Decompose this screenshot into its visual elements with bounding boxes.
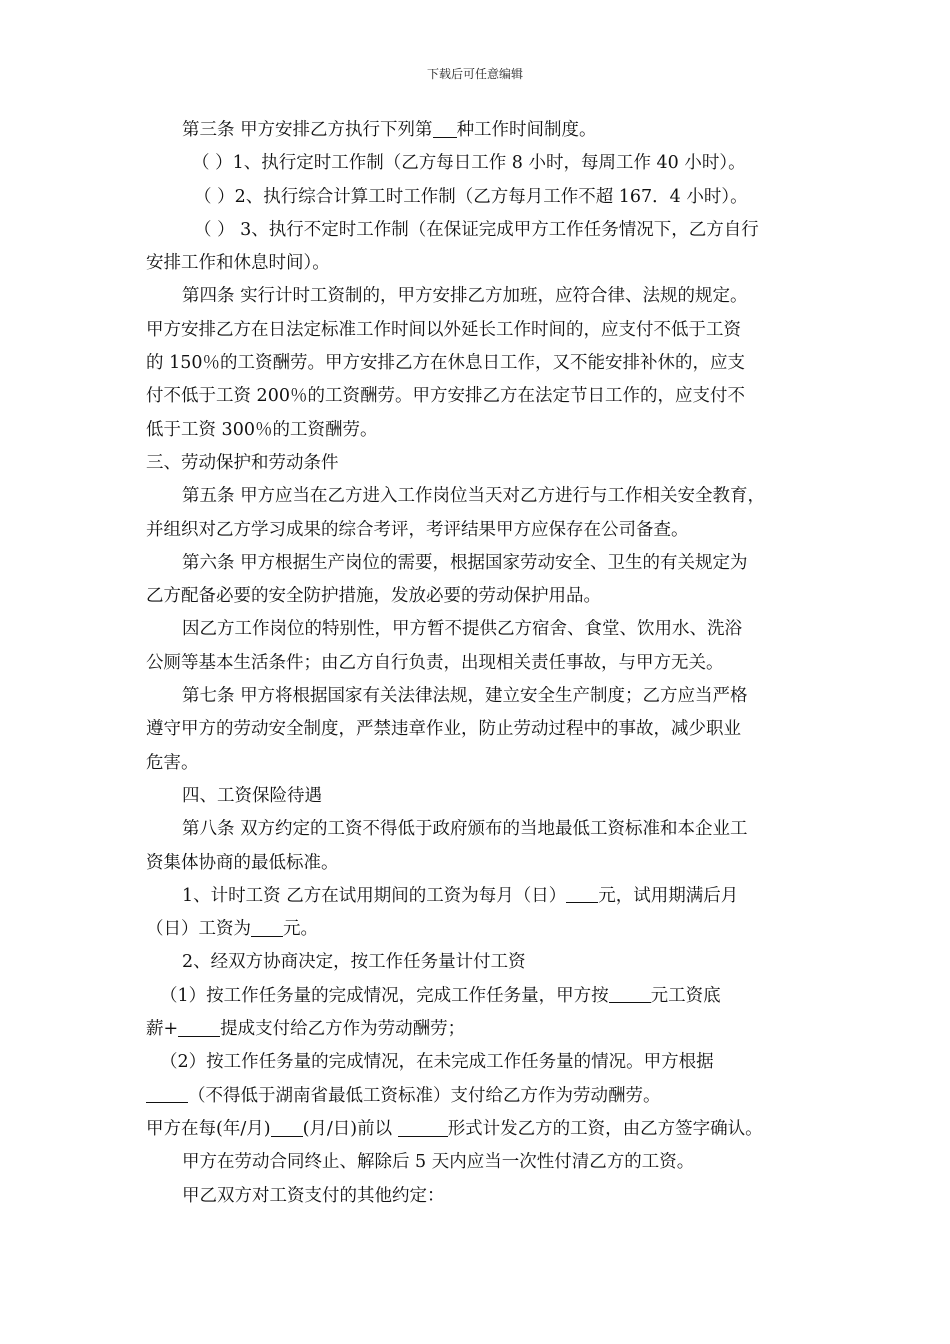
final-payment-line: 甲方在劳动合同终止、解除后 5 天内应当一次性付清乙方的工资。 [182,1152,695,1173]
article-4-cont: 低于工资 300％的工资酬劳。 [146,419,378,440]
text-span: 元。 [283,919,318,940]
text-span: （1）按工作任务量的完成情况，完成工作任务量，甲方按 [160,985,609,1006]
article-7-cont: 遵守甲方的劳动安全制度，严禁违章作业，防止劳动过程中的事故，减少职业 [146,719,741,740]
article-5-line: 第五条 甲方应当在乙方进入工作岗位当天对乙方进行与工作相关安全教育， [182,486,766,507]
text-span: 种工作时间制度。 [456,120,597,140]
text-span: 元，试用期满后月 [598,885,739,906]
option-3-line: （ ） 3、执行不定时工作制（在保证完成甲方工作任务情况下，乙方自行 [194,219,759,240]
blank-field [271,1118,303,1137]
blank-field [566,885,598,904]
piece-wage-2-cont [146,1080,814,1113]
article-6-line: 第六条 甲方根据生产岗位的需要，根据国家劳动安全、卫生的有关规定为 [182,552,748,573]
text-span: 1、计时工资 乙方在试用期间的工资为每月（日） [182,885,567,906]
text-span: （不得低于湖南省最低工资标准）支付给乙方作为劳动酬劳。 [188,1085,661,1106]
option-2-line: （ ）2、执行综合计算工时工作制（乙方每月工作不超 167．4 小时）。 [194,186,748,207]
section-3-heading: 三、劳动保护和劳动条件 [146,452,339,473]
paragraph-line: 因乙方工作岗位的特别性，甲方暂不提供乙方宿舍、食堂、饮用水、洗浴 [182,619,742,640]
piece-wage-2-line: （2）按工作任务量的完成情况，在未完成工作任务量的情况。甲方根据 [160,1052,714,1073]
article-6-cont: 乙方配备必要的安全防护措施，发放必要的劳动保护用品。 [146,586,601,607]
other-agreements-line: 甲乙双方对工资支付的其他约定： [182,1185,445,1206]
section-4-heading: 四、工资保险待遇 [182,785,322,806]
text-span: 薪+ [146,1019,179,1040]
text-span: 第三条 甲方安排乙方执行下列第 [182,120,433,140]
article-7-line: 第七条 甲方将根据国家有关法律法规，建立安全生产制度；乙方应当严格 [182,686,748,707]
payment-schedule-line [146,1113,814,1146]
hourly-wage-cont [146,913,814,946]
blank-field [146,1085,188,1104]
piece-wage-line: 2、经双方协商决定，按工作任务量计付工资 [182,952,526,973]
text-span: 形式计发乙方的工资，由乙方签字确认。 [447,1118,763,1139]
blank-field [251,918,283,937]
article-4-cont: 的 150％的工资酬劳。甲方安排乙方在休息日工作，又不能安排补休的，应支 [146,353,745,374]
article-4-cont: 甲方安排乙方在日法定标准工作时间以外延长工作时间的，应支付不低于工资 [146,319,741,340]
blank-field [609,985,651,1004]
option-1-line: （ ）1、执行定时工作制（乙方每日工作 8 小时，每周工作 40 小时）。 [192,153,746,174]
piece-wage-1-line [146,980,814,1013]
option-3-cont: 安排工作和休息时间）。 [146,253,330,274]
blank-field [398,1118,448,1137]
article-8-line: 第八条 双方约定的工资不得低于政府颁布的当地最低工资标准和本企业工 [182,819,748,840]
article-4-line: 第四条 实行计时工资制的，甲方安排乙方加班，应符合律、法规的规定。 [182,286,748,307]
text-span: 甲方在每(年/月) [146,1118,271,1139]
blank-field [433,119,457,138]
text-span: 元工资底 [650,985,721,1006]
text-span: (月/日)前以 [302,1118,398,1139]
text-span: （日）工资为 [146,919,251,940]
article-5-cont: 并组织对乙方学习成果的综合考评，考评结果甲方应保存在公司备查。 [146,519,689,540]
article-7-cont: 危害。 [146,752,199,773]
piece-wage-1-cont [146,1013,814,1046]
article-3-line [146,114,814,147]
text-span: 提成支付给乙方作为劳动酬劳； [220,1019,466,1040]
hourly-wage-line [146,880,814,913]
document-body [146,114,814,1213]
page-header: 下载后可任意编辑 [426,67,523,81]
article-8-cont: 资集体协商的最低标准。 [146,852,339,873]
blank-field [178,1018,220,1037]
article-4-cont: 付不低于工资 200％的工资酬劳。甲方安排乙方在法定节日工作的，应支付不 [146,386,745,407]
paragraph-cont: 公厕等基本生活条件；由乙方自行负责，出现相关责任事故，与甲方无关。 [146,652,724,673]
